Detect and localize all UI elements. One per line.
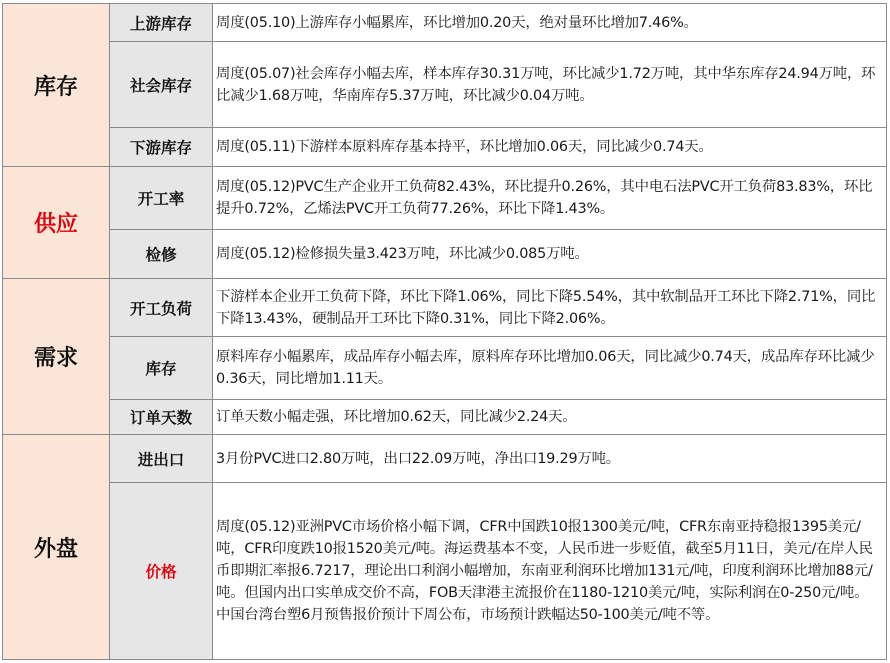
row-label-downstream-inventory: 下游库存 bbox=[110, 128, 213, 167]
group-inventory: 库存 bbox=[3, 4, 110, 167]
row-text-operating-load: 下游样本企业开工负荷下降，环比下降1.06%，同比下降5.54%，其中软制品开工环比下降2.71%，同比下降13.43%，硬制品开工环比下降0.31%，同比下降2.06%。 bbox=[213, 279, 886, 337]
row-text-price: 周度(05.12)亚洲PVC市场价格小幅下调，CFR中国跌10报1300美元/吨，CFR东南亚持稳报1395美元/吨，CFR印度跌10报1520美元/吨。海运费基本不变，人民币进一步贬值，截至5月11日，美元/在岸人民币即期汇率报6.7217，理论出口利润小幅增加，东南亚利润环比增加131元/吨，印度利润环比增加88元/吨。但国内出口实单成交价不高，FOB天津港主流报价在1180-1210美元/吨，实际利润在0-250元/吨。中国台湾台塑6月预售报价预计下周公布，市场预计跌幅达50-100美元/吨不等。 bbox=[216, 519, 873, 623]
row-label-order-days: 订单天数 bbox=[110, 400, 213, 435]
row-label-upstream-inventory: 上游库存 bbox=[110, 4, 213, 42]
row-text-demand-inventory: 原料库存小幅累库，成品库存小幅去库，原料库存环比增加0.06天，同比减少0.74天，成品库存环比减少0.36天，同比增加1.11天。 bbox=[213, 337, 886, 400]
group-demand: 需求 bbox=[3, 279, 110, 435]
row-text-downstream-inventory: 周度(05.11)下游样本原料库存基本持平，环比增加0.06天，同比减少0.74天。 bbox=[213, 128, 886, 167]
row-text-upstream-inventory: 周度(05.10)上游库存小幅累库，环比增加0.20天，绝对量环比增加7.46%。 bbox=[213, 4, 886, 42]
row-label-social-inventory: 社会库存 bbox=[110, 42, 213, 128]
row-text-order-days: 订单天数小幅走强，环比增加0.62天，同比减少2.24天。 bbox=[213, 400, 886, 435]
row-text-social-inventory: 周度(05.07)社会库存小幅去库，样本库存30.31万吨，环比减少1.72万吨，其中华东库存24.94万吨，环比减少1.68万吨，华南库存5.37万吨，环比减少0.04万吨。 bbox=[213, 42, 886, 128]
row-text-import-export: 3月份PVC进口2.80万吨，出口22.09万吨，净出口19.29万吨。 bbox=[213, 435, 886, 483]
row-label-demand-inventory: 库存 bbox=[110, 337, 213, 400]
row-label-operating-load: 开工负荷 bbox=[110, 279, 213, 337]
row-label-operating-rate: 开工率 bbox=[110, 167, 213, 230]
row-label-price: 价格 bbox=[110, 483, 213, 659]
group-external: 外盘 bbox=[3, 435, 110, 659]
row-label-import-export: 进出口 bbox=[110, 435, 213, 483]
row-text-maintenance: 周度(05.12)检修损失量3.423万吨，环比减少0.085万吨。 bbox=[213, 230, 886, 279]
group-supply: 供应 bbox=[3, 167, 110, 279]
row-text-operating-rate: 周度(05.12)PVC生产企业开工负荷82.43%，环比提升0.26%，其中电石法PVC开工负荷83.83%，环比提升0.72%，乙烯法PVC开工负荷77.26%，环比下降1.43%。 bbox=[213, 167, 886, 230]
row-label-maintenance: 检修 bbox=[110, 230, 213, 279]
pvc-weekly-table bbox=[2, 3, 887, 660]
